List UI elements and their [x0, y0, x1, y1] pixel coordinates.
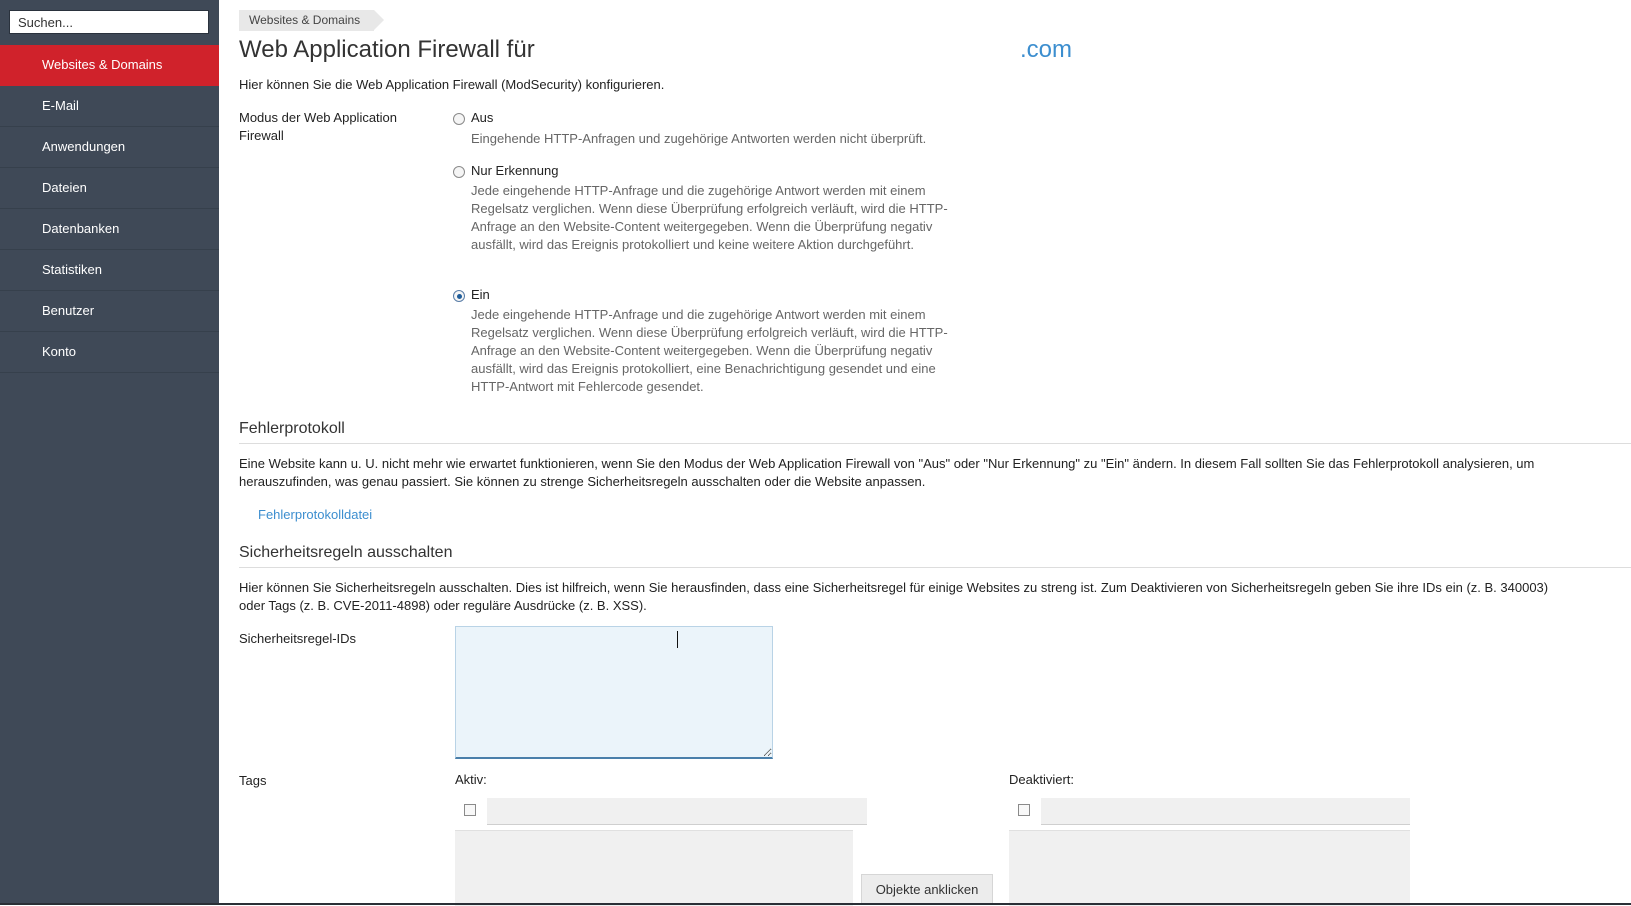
page-intro: Hier können Sie die Web Application Firewall (ModSecurity) konfigurieren. — [239, 77, 665, 92]
error-log-title: Fehlerprotokoll — [239, 420, 345, 437]
page-title-domain: .com — [1020, 36, 1073, 63]
sidebar-item-dateien[interactable]: Dateien — [0, 168, 219, 209]
page-title: Web Application Firewall für — [239, 36, 535, 63]
radio-nur-erkennung[interactable] — [453, 166, 465, 178]
tags-active-list[interactable] — [455, 830, 853, 906]
move-items-button[interactable]: Objekte anklicken — [861, 874, 993, 905]
tags-active-select-all-checkbox[interactable] — [464, 804, 476, 816]
radio-aus-description: Eingehende HTTP-Anfragen und zugehörige Antworten werden nicht überprüft. — [471, 131, 927, 146]
security-rule-ids-input[interactable] — [455, 626, 773, 759]
tags-disabled-list[interactable] — [1009, 830, 1410, 906]
sidebar-item-statistiken[interactable]: Statistiken — [0, 250, 219, 291]
tags-disabled-select-all-checkbox[interactable] — [1018, 804, 1030, 816]
sidebar-nav — [0, 45, 219, 373]
search-input[interactable] — [9, 10, 209, 34]
security-rules-title: Sicherheitsregeln ausschalten — [239, 544, 453, 561]
sidebar-item-anwendungen[interactable]: Anwendungen — [0, 127, 219, 168]
text-caret — [677, 631, 678, 648]
radio-nur-erkennung-label[interactable]: Nur Erkennung — [471, 163, 559, 178]
sidebar-item-email[interactable]: E-Mail — [0, 86, 219, 127]
sidebar-item-benutzer[interactable]: Benutzer — [0, 291, 219, 332]
security-rules-text: Hier können Sie Sicherheitsregeln ausschalten. Dies ist hilfreich, wenn Sie herausfinden, dass eine Sicherheitsregel für einige Websites zu streng ist. Zum Deaktivieren von Sicherheitsregeln geben Sie ihre IDs ein (z. B. 340003) oder Tags (z. B. CVE-2011-4898) oder reguläre Ausdrücke (z. B. XSS). — [239, 580, 1549, 613]
radio-ein-label[interactable]: Ein — [471, 287, 490, 302]
tags-disabled-label: Deaktiviert: — [1009, 772, 1075, 787]
security-rule-ids-label: Sicherheitsregel-IDs — [239, 631, 357, 646]
breadcrumb[interactable]: Websites & Domains — [239, 10, 374, 31]
sidebar-item-konto[interactable]: Konto — [0, 332, 219, 373]
radio-ein-description: Jede eingehende HTTP-Anfrage und die zugehörige Antwort werden mit einem Regelsatz verglichen. Wenn diese Überprüfung erfolgreich verläuft, wird die HTTP-Anfrage an den Website-Content weitergegeben. Wenn die Überprüfung negativ ausfällt, wird das Ereignis protokolliert, eine Benachrichtigung gesendet und eine HTTP-Antwort mit Fehlercode gesendet. — [471, 307, 948, 394]
error-log-file-link[interactable]: Fehlerprotokolldatei — [258, 507, 373, 522]
radio-aus[interactable] — [453, 113, 465, 125]
sidebar-item-datenbanken[interactable]: Datenbanken — [0, 209, 219, 250]
sidebar-item-websites-domains[interactable]: Websites & Domains — [0, 45, 219, 86]
radio-nur-erkennung-description: Jede eingehende HTTP-Anfrage und die zugehörige Antwort werden mit einem Regelsatz verglichen. Wenn diese Überprüfung erfolgreich verläuft, wird die HTTP-Anfrage an den Website-Content weitergegeben. Wenn die Überprüfung negativ ausfällt, wird das Ereignis protokolliert und keine weitere Aktion durchgeführt. — [471, 183, 948, 252]
mode-label: Modus der Web Application Firewall — [239, 110, 398, 143]
main-content — [219, 0, 1631, 905]
tags-active-header — [487, 798, 867, 825]
tags-disabled-header — [1041, 798, 1410, 825]
security-rules-divider — [239, 567, 1631, 568]
error-log-text: Eine Website kann u. U. nicht mehr wie erwartet funktionieren, wenn Sie den Modus der Web Application Firewall von "Aus" oder "Nur Erkennung" zu "Ein" ändern. In diesem Fall sollten Sie das Fehlerprotokoll analysieren, um herauszufinden, was genau passiert. Sie können zu strenge Sicherheitsregeln ausschalten oder die Website anpassen. — [239, 456, 1535, 489]
tags-label: Tags — [239, 773, 267, 788]
radio-aus-label[interactable]: Aus — [471, 110, 494, 125]
tags-active-label: Aktiv: — [455, 772, 487, 787]
radio-ein[interactable] — [453, 290, 465, 302]
sidebar — [0, 0, 219, 905]
error-log-divider — [239, 443, 1631, 444]
